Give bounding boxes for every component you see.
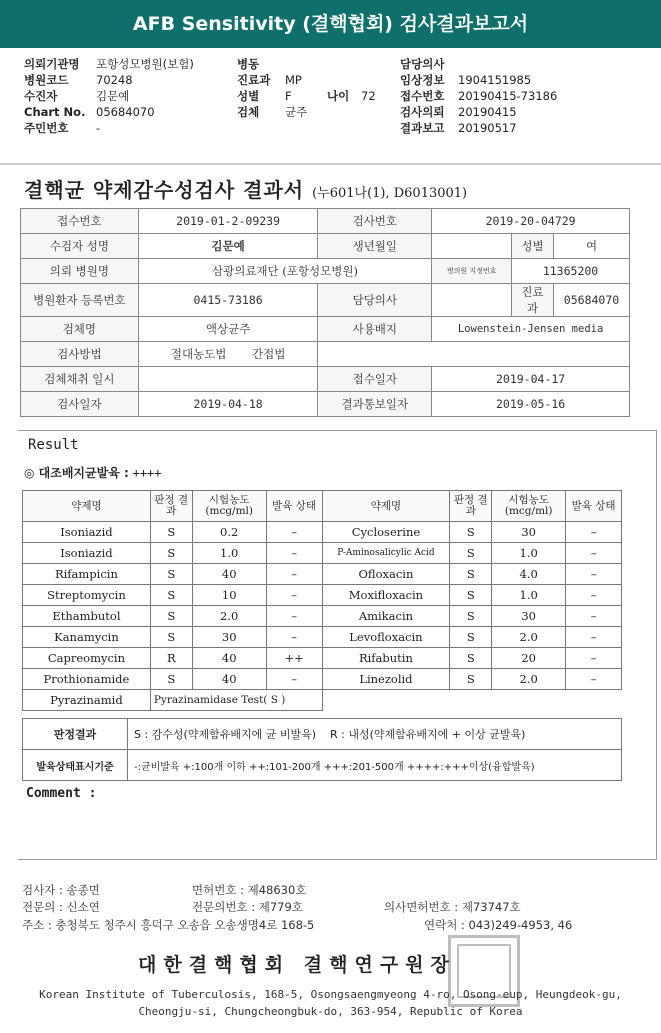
header-value: 20190415 — [458, 105, 517, 119]
table-row — [23, 543, 622, 564]
age-value: 72 — [361, 89, 376, 103]
method-label: 검사방법 — [21, 342, 139, 367]
judge: S — [450, 606, 492, 627]
table-row — [21, 392, 630, 417]
legend-growth-label: 발육상태표시기준 — [23, 750, 128, 781]
judge: S — [150, 564, 192, 585]
growth: – — [266, 627, 322, 648]
conc: 2.0 — [192, 606, 266, 627]
empty-cell — [318, 342, 630, 367]
exam-value: 2019-04-18 — [138, 392, 318, 417]
judge: S — [450, 627, 492, 648]
legend-judge-text — [128, 719, 622, 750]
notify-label: 결과통보일자 — [318, 392, 432, 417]
judge: S — [150, 627, 192, 648]
conc: 1.0 — [492, 585, 566, 606]
report-title — [24, 174, 467, 203]
header-label: 병원코드 — [24, 73, 69, 87]
drug-name: Levofloxacin — [322, 627, 450, 648]
conc: 4.0 — [492, 564, 566, 585]
growth-header: 발육 상태 — [266, 491, 322, 522]
table-row — [23, 627, 622, 648]
table-row — [21, 284, 630, 317]
header-label: 결과보고 — [400, 121, 445, 135]
drug-name: Amikacin — [322, 606, 450, 627]
conc: 30 — [492, 522, 566, 543]
growth-label: ◎ 대조배지균발육 : — [24, 466, 129, 480]
recv-label: 접수일자 — [318, 367, 432, 392]
header-label: 수진자 — [24, 89, 58, 103]
conc: 1.0 — [192, 543, 266, 564]
header-label: 의뢰기관명 — [24, 57, 80, 71]
media-value: Lowenstein-Jensen media — [432, 317, 630, 342]
method-2: 간접법 — [252, 347, 286, 361]
growth-value: ++++ — [132, 466, 162, 480]
drug-name: Prothionamide — [23, 669, 151, 690]
growth: ++ — [266, 648, 322, 669]
header-label: Chart No. — [24, 105, 86, 119]
collect-value — [138, 367, 318, 392]
contact: 연락처 : 043)249-4953, 46 — [424, 918, 573, 932]
institute-address-en-2: Cheongju-si, Chungcheongbuk-do, 363-954, Republic of Korea — [138, 1005, 523, 1018]
growth: – — [566, 648, 622, 669]
collect-label: 검체채취 일시 — [21, 367, 139, 392]
divider — [0, 163, 661, 165]
conc: 2.0 — [492, 627, 566, 648]
result-title: Result — [28, 437, 79, 453]
test-no: 2019-20-04729 — [432, 209, 630, 234]
comment-label: Comment : — [26, 786, 97, 801]
dept-value: 05684070 — [553, 284, 629, 317]
hospital-name: 삼광의료재단 (포항성모병원) — [138, 259, 431, 284]
header-label: 검체 — [237, 105, 260, 119]
doctor-label: 담당의사 — [318, 284, 432, 317]
reg-label: 병원환자 등록번호 — [21, 284, 139, 317]
drug-table — [22, 490, 622, 711]
hosp-code-label: 병의원 지정번호 — [432, 259, 512, 284]
receipt-no-label: 접수번호 — [21, 209, 139, 234]
table-row — [21, 367, 630, 392]
judge-header: 판정 결과 — [450, 491, 492, 522]
pza-value: Pyrazinamidase Test( S ) — [150, 690, 322, 711]
sex-label: 성별 — [512, 234, 554, 259]
dob-value — [432, 234, 512, 259]
drug-name: Linezolid — [322, 669, 450, 690]
patient-label: 수검자 성명 — [21, 234, 139, 259]
institute-address-en-1: Korean Institute of Tuberculosis, 168-5, Osongsaengmyeong 4-ro, Osong-eup, Heungdeok-gu, — [39, 988, 622, 1001]
address: 주소 : 충청북도 청주시 흥덕구 오송읍 오송생명4로 168-5 — [22, 918, 315, 932]
judge: S — [450, 669, 492, 690]
header-value: 70248 — [96, 73, 133, 87]
judge: S — [150, 669, 192, 690]
judge: S — [150, 543, 192, 564]
conc: 40 — [192, 564, 266, 585]
table-row — [23, 585, 622, 606]
growth: – — [266, 522, 322, 543]
sex-value: 여 — [553, 234, 629, 259]
conc: 1.0 — [492, 543, 566, 564]
legend-r: R : 내성(약제함유배지에 + 이상 균발육) — [330, 728, 526, 741]
media-label: 사용배지 — [318, 317, 432, 342]
receipt-no: 2019-01-2-09239 — [138, 209, 318, 234]
reg-no: 0415-73186 — [138, 284, 318, 317]
table-row — [23, 690, 622, 711]
header-value: 05684070 — [96, 105, 155, 119]
drug-name: Capreomycin — [23, 648, 151, 669]
header-label: 주민번호 — [24, 121, 69, 135]
growth: – — [566, 627, 622, 648]
drug-name: Isoniazid — [23, 543, 151, 564]
test-no-label: 검사번호 — [318, 209, 432, 234]
growth: – — [566, 543, 622, 564]
header-label: 담당의사 — [400, 57, 445, 71]
table-row — [21, 317, 630, 342]
legend-growth-text: -:균비발육 +:100개 이하 ++:101-200개 +++:201-500개 ++++:+++이상(융합발육) — [128, 750, 622, 781]
pza-drug: Pyrazinamid — [23, 690, 151, 711]
conc-header: 시험농도 (mcg/ml) — [192, 491, 266, 522]
conc: 30 — [492, 606, 566, 627]
hospital-label: 의뢰 병원명 — [21, 259, 139, 284]
table-row — [23, 669, 622, 690]
table-row — [23, 719, 622, 750]
drug-header: 약제명 — [322, 491, 450, 522]
header-label: 성별 — [237, 89, 260, 103]
drug-header: 약제명 — [23, 491, 151, 522]
growth: – — [266, 669, 322, 690]
report-code: (누601나(1), D6013001) — [312, 186, 468, 201]
conc: 40 — [192, 669, 266, 690]
conc: 30 — [192, 627, 266, 648]
table-row — [21, 259, 630, 284]
drug-name: Kanamycin — [23, 627, 151, 648]
empty-cell — [322, 690, 621, 711]
doctor-value — [432, 284, 512, 317]
conc: 0.2 — [192, 522, 266, 543]
drug-name: Streptomycin — [23, 585, 151, 606]
growth: – — [566, 522, 622, 543]
judge: S — [450, 648, 492, 669]
doctor-license: 의사면허번호 : 제73747호 — [384, 900, 521, 914]
header-value: 20190415-73186 — [458, 89, 558, 103]
judge: S — [450, 522, 492, 543]
growth: – — [566, 585, 622, 606]
exam-label: 검사일자 — [21, 392, 139, 417]
table-row — [23, 648, 622, 669]
judge: S — [450, 585, 492, 606]
header-label: 병동 — [237, 57, 260, 71]
report-title-text: 결핵균 약제감수성검사 결과서 — [24, 178, 305, 202]
header-value: MP — [285, 73, 302, 87]
drug-name: Ofloxacin — [322, 564, 450, 585]
header-value: 1904151985 — [458, 73, 532, 87]
age-label: 나이 — [327, 89, 350, 103]
drug-name: Ethambutol — [23, 606, 151, 627]
growth: – — [566, 669, 622, 690]
tester: 검사자 : 송종면 — [22, 883, 100, 897]
drug-name: Moxifloxacin — [322, 585, 450, 606]
header-value: - — [96, 121, 101, 135]
header-label: 임상정보 — [400, 73, 445, 87]
method-1: 절대농도법 — [170, 347, 227, 361]
table-row — [23, 606, 622, 627]
conc: 20 — [492, 648, 566, 669]
header-value: 균주 — [285, 105, 308, 119]
conc: 40 — [192, 648, 266, 669]
judge: R — [150, 648, 192, 669]
judge: S — [450, 543, 492, 564]
patient-name: 김문예 — [138, 234, 318, 259]
drug-name: Cycloserine — [322, 522, 450, 543]
header-value: 김문예 — [96, 89, 130, 103]
header-col-2 — [237, 56, 376, 120]
header-value: 20190517 — [458, 121, 517, 135]
drug-name: Isoniazid — [23, 522, 151, 543]
legend-table — [22, 718, 622, 781]
notify-value: 2019-05-16 — [432, 392, 630, 417]
header-value: 포항성모병원(보험) — [96, 57, 194, 71]
conc: 2.0 — [492, 669, 566, 690]
drug-name: Rifampicin — [23, 564, 151, 585]
drug-name: P-Aminosalicylic Acid — [322, 543, 450, 564]
specimen-label: 검체명 — [21, 317, 139, 342]
growth: – — [266, 564, 322, 585]
growth-header: 발육 상태 — [566, 491, 622, 522]
specimen-value: 액상균주 — [138, 317, 318, 342]
table-row — [23, 564, 622, 585]
growth: – — [266, 585, 322, 606]
table-row — [21, 342, 630, 367]
tester-license: 면허번호 : 제48630호 — [192, 883, 307, 897]
judge: S — [150, 585, 192, 606]
header-col-3 — [400, 56, 557, 136]
recv-value: 2019-04-17 — [432, 367, 630, 392]
dept-label: 진료과 — [512, 284, 554, 317]
growth: – — [566, 606, 622, 627]
hosp-code: 11365200 — [512, 259, 630, 284]
header-label: 진료과 — [237, 73, 271, 87]
legend-judge-label: 판정결과 — [23, 719, 128, 750]
growth: – — [266, 606, 322, 627]
header-value: F — [285, 89, 292, 103]
judge-header: 판정 결과 — [150, 491, 192, 522]
table-row — [21, 209, 630, 234]
drug-name: Rifabutin — [322, 648, 450, 669]
conc-header: 시험농도 (mcg/ml) — [492, 491, 566, 522]
institute-name-ko: 대한결핵협회 결핵연구원장 — [138, 954, 456, 976]
judge: S — [150, 522, 192, 543]
specialist: 전문의 : 신소연 — [22, 900, 100, 914]
table-header-row — [23, 491, 622, 522]
judge: S — [450, 564, 492, 585]
table-row — [23, 750, 622, 781]
patient-info-table — [20, 208, 630, 417]
method-value — [138, 342, 318, 367]
dob-label: 생년월일 — [318, 234, 432, 259]
header-label: 접수번호 — [400, 89, 445, 103]
legend-s: S : 감수성(약제함유배지에 균 비발육) — [134, 728, 317, 741]
report-banner: AFB Sensitivity (결핵협회) 검사결과보고서 — [0, 0, 661, 48]
header-col-1 — [24, 56, 194, 136]
specialist-no: 전문의번호 : 제779호 — [192, 900, 303, 914]
control-growth — [24, 464, 162, 481]
judge: S — [150, 606, 192, 627]
table-row — [23, 522, 622, 543]
table-row — [21, 234, 630, 259]
conc: 10 — [192, 585, 266, 606]
growth: – — [566, 564, 622, 585]
growth: – — [266, 543, 322, 564]
header-label: 검사의뢰 — [400, 105, 445, 119]
